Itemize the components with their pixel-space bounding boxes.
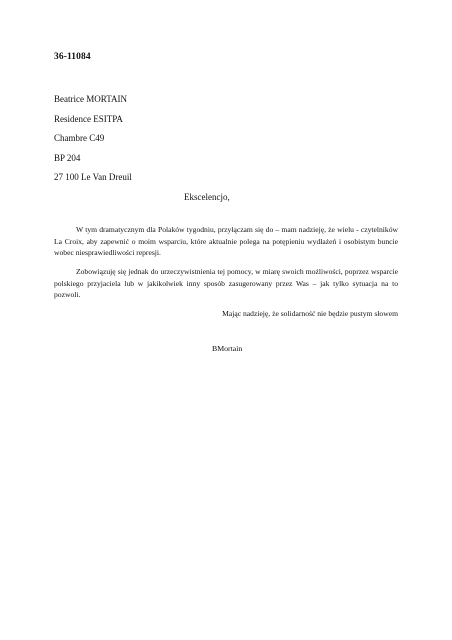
sender-address-block xyxy=(54,90,132,188)
signature: BMortain xyxy=(212,344,243,353)
sender-name: Beatrice MORTAIN xyxy=(54,94,127,104)
sender-residence: Residence ESITPA xyxy=(54,113,123,124)
closing-line: Mając nadzieję, że solidarność nie będzie pustym słowem xyxy=(222,309,398,318)
body-paragraph: Zobowiązuję się jednak do urzeczywistnienia tej pomocy, w miarę swoich możliwości, poprzez wsparcie polskiego przyjaciela lub w jakikolwiek inny sposób zasugerowany przez Was – jak tylko sytuacja na to pozwoli. xyxy=(54,267,398,300)
sender-room: Chambre C49 xyxy=(54,133,105,143)
sender-po-box: BP 204 xyxy=(54,152,81,163)
document-reference-number: 36-11084 xyxy=(54,52,91,62)
salutation: Ekscelencjo, xyxy=(184,192,230,202)
sender-city: 27 100 Le Van Dreuil xyxy=(54,172,132,182)
body-paragraph: W tym dramatycznym dla Polaków tygodniu, przyłączam się do – mam nadzieję, że wielu - czytelników La Croix, aby zapewnić o moim wsparciu, które aktualnie polega na potępieniu wydłażeń i osobistym buncie wobec niesprawiedliwości represji. xyxy=(54,225,398,258)
